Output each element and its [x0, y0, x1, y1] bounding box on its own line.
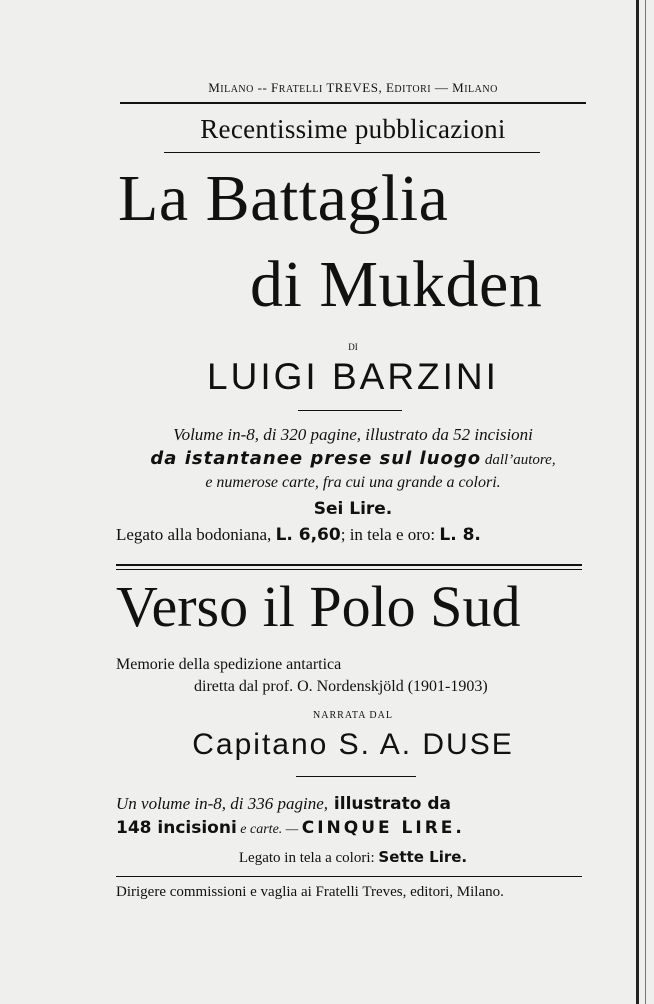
book1-desc-emphasis: da istantanee prese sul luogo: [150, 448, 482, 469]
book2-binding-price: Sette Lire.: [378, 848, 468, 866]
book1-binding: [116, 525, 481, 545]
book2-title: Verso il Polo Sud: [116, 574, 521, 639]
publisher-treves: TREVES,: [322, 80, 386, 95]
section-title: Recentissime pubblicazioni: [200, 114, 506, 144]
book1-title-line2: di Mukden: [250, 248, 543, 321]
publisher-line: [118, 80, 588, 96]
book1-author-rule: [298, 410, 402, 411]
publisher-sep2: —: [431, 80, 453, 95]
book2-author: Capitano S. A. DUSE: [192, 728, 514, 761]
publisher-fratelli-initial: F: [271, 80, 279, 95]
publisher-milano-right-rest: ILANO: [464, 84, 498, 95]
book2-subtitle-line2: diretta dal prof. O. Nordenskjöld (1901-1903): [194, 678, 488, 695]
publisher-editori-initial: E: [385, 80, 395, 95]
page-edge-thin: [645, 0, 646, 1004]
publisher-milano-rest: ILANO: [220, 84, 254, 95]
book1-price: Sei Lire.: [313, 499, 393, 519]
footer-note: Dirigere commissioni e vaglia ai Fratelli Treves, editori, Milano.: [116, 884, 504, 900]
book1-title-line1: La Battaglia: [118, 162, 449, 235]
book1-desc-line2: [118, 448, 588, 469]
book2-price: CINQUE LIRE.: [301, 818, 465, 838]
publisher-fratelli-rest: RATELLI: [278, 84, 323, 95]
publisher-editori-rest: DITORI: [394, 84, 432, 95]
book1-desc-line3: e numerose carte, fra cui una grande a colori.: [205, 474, 501, 491]
book1-desc-line2-rest: dall’autore,: [481, 452, 556, 468]
book2-binding-a: Legato in tela a colori:: [238, 850, 379, 866]
book2-desc-line1-bold: illustrato da: [328, 794, 451, 814]
book1-binding-price1: L. 6,60: [275, 525, 341, 545]
book2-desc-line2: [116, 818, 465, 838]
book2-desc-line2-bold: 148 incisioni: [116, 818, 237, 838]
book1-binding-b: ; in tela e oro:: [340, 525, 440, 544]
book2-binding: [118, 848, 588, 867]
book2-desc-line1-italic: Un volume in-8, di 336 pagine,: [116, 794, 328, 813]
page-edge: [636, 0, 639, 1004]
book1-binding-price2: L. 8.: [439, 525, 481, 545]
book1-by: DI: [348, 342, 358, 352]
book2-author-rule: [296, 776, 416, 777]
book1-author: LUIGI BARZINI: [207, 356, 499, 397]
book1-desc-line1: Volume in-8, di 320 pagine, illustrato da 52 incisioni: [173, 425, 533, 444]
section-title-rule: [164, 152, 540, 153]
separator-rule-top: [116, 564, 582, 566]
publisher-milano-initial: M: [208, 80, 221, 95]
book2-subtitle-line1: Memorie della spedizione antartica: [116, 656, 342, 673]
book2-desc-line1: [116, 794, 451, 814]
separator-rule-bottom: [116, 569, 582, 570]
book2-narrated-by: NARRATA DAL: [313, 710, 393, 721]
book1-binding-a: Legato alla bodoniana,: [116, 525, 276, 544]
header-rule: [120, 102, 586, 104]
publisher-milano-right-initial: M: [452, 80, 465, 95]
footer-rule: [116, 876, 582, 877]
publisher-sep: --: [253, 80, 272, 95]
book2-desc-line2-italic: e carte. —: [236, 822, 302, 837]
